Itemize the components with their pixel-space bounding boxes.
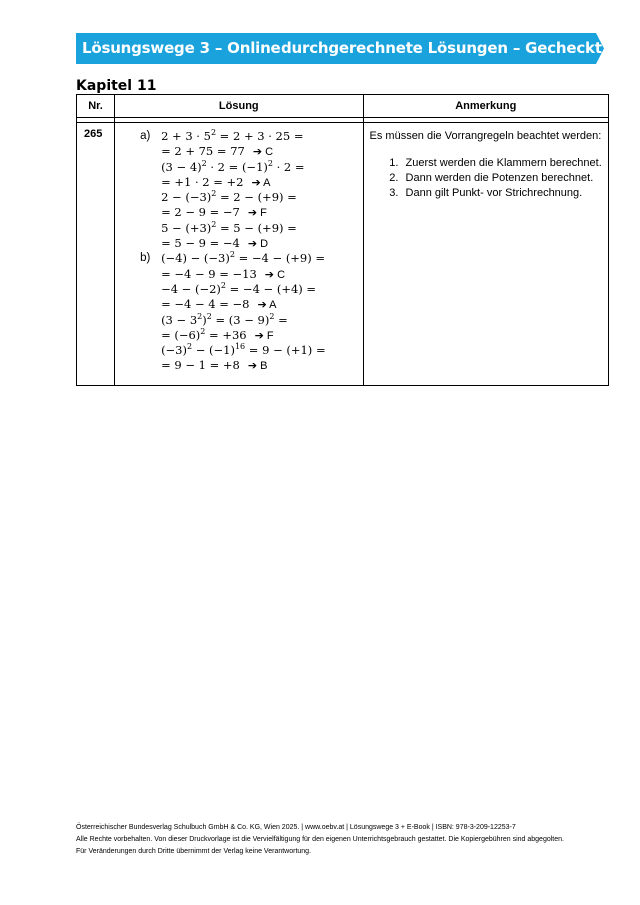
list-item: 2. Dann werden die Potenzen berechnet. <box>402 171 608 186</box>
math-expression: $(3 - 4)^2 \cdot 2 = (-1)^2 \cdot 2$ = <box>161 158 305 174</box>
solution-line <box>115 267 362 282</box>
solution-line <box>115 160 362 175</box>
solution-line <box>115 282 362 297</box>
solution-cell <box>115 123 363 386</box>
math-expression: $5 - (+3)^2 = 5 - (+9)$ = <box>161 219 297 235</box>
answer-letter: A <box>266 299 277 312</box>
chapter-heading: Kapitel 11 <box>76 78 157 94</box>
arrow-right-icon: ➔ <box>257 298 267 312</box>
math-expression: = 5 − 9 = −4 ➔ D <box>161 236 269 251</box>
solution-table <box>76 94 609 386</box>
arrow-right-icon: ➔ <box>251 175 261 189</box>
arrow-right-icon: ➔ <box>247 359 258 373</box>
table-row <box>77 123 609 386</box>
arrow-right-icon: ➔ <box>247 237 258 251</box>
arrow-right-icon: ➔ <box>254 328 264 342</box>
math-expression: $-4 - (-2)^2 = -4 - (+4)$ = <box>161 280 317 296</box>
header-nr: Nr. <box>77 95 115 118</box>
math-expression: = +1 · 2 = +2 ➔ A <box>161 174 271 189</box>
math-expression: = −4 − 9 = −13 ➔ C <box>161 266 286 281</box>
footer-disclaimer: Für Veränderungen durch Dritte übernimmt der Verlag keine Verantwortung. <box>76 848 312 855</box>
answer-letter: C <box>274 268 286 281</box>
remark-list <box>370 156 608 201</box>
solution-lines <box>115 123 362 374</box>
math-expression: $(3 - 3^2)^2 = (3 - 9)^2$ = <box>161 311 288 327</box>
arrow-right-icon: ➔ <box>252 145 263 159</box>
math-expression: $(-3)^2 - (-1)^{16} = 9 - (+1)$ = <box>161 342 326 358</box>
series-title: Lösungswege 3 – Online <box>82 39 281 57</box>
footer-rights: Alle Rechte vorbehalten. Von dieser Druckvorlage ist die Vervielfältigung für den eigenen Unterrichtsgebrauch gestattet. Die Kopiergebühren sind abgegolten. <box>76 836 564 843</box>
header-loesung: Lösung <box>115 95 363 118</box>
solution-line <box>115 175 362 190</box>
math-expression: $(-4) - (-3)^2 = -4 - (+9)$ = <box>161 250 326 266</box>
solution-line <box>115 358 362 373</box>
remark-intro: Es müssen die Vorrangregeln beachtet werden: <box>369 130 602 142</box>
solution-line <box>115 190 362 205</box>
solution-line <box>115 297 362 312</box>
table-header-row <box>77 95 609 118</box>
answer-letter: B <box>257 360 268 373</box>
answer-letter: F <box>257 207 267 220</box>
list-item: 3. Dann gilt Punkt- vor Strichrechnung. <box>402 186 608 201</box>
solution-line <box>115 343 362 358</box>
footer <box>76 822 564 858</box>
arrow-right-icon: ➔ <box>247 206 258 220</box>
math-expression: = 9 − 1 = +8 ➔ B <box>161 358 268 373</box>
answer-letter: A <box>260 176 271 189</box>
part-label: a) <box>140 130 151 142</box>
math-expression: $2 - (-3)^2 = 2 - (+9)$ = <box>161 189 297 205</box>
math-expression: $2 + 3 \cdot 5^2 = 2 + 3 \cdot 25$ = <box>161 128 304 143</box>
solution-line <box>115 251 362 266</box>
math-expression: = $(-6)^2 = +36$ ➔ F <box>161 326 274 342</box>
footer-publisher: Österreichischer Bundesverlag Schulbuch GmbH & Co. KG, Wien 2025. | www.oebv.at | Lösungswege 3 + E-Book | ISBN: 978-3-209-12253-7 <box>76 824 516 831</box>
solution-line <box>115 129 362 144</box>
math-expression: = −4 − 4 = −8 ➔ A <box>161 297 277 312</box>
solution-line <box>115 205 362 220</box>
exercise-number: 265 <box>77 123 115 386</box>
series-subtitle: durchgerechnete Lösungen – Gecheckt? <box>281 39 611 57</box>
answer-letter: F <box>263 329 274 342</box>
arrow-right-icon: ➔ <box>264 267 275 281</box>
math-expression: = 2 − 9 = −7 ➔ F <box>161 205 267 220</box>
solution-line <box>115 221 362 236</box>
list-item: 1. Zuerst werden die Klammern berechnet. <box>402 156 608 171</box>
answer-letter: C <box>262 146 274 159</box>
header-banner <box>76 33 611 64</box>
solution-line <box>115 144 362 159</box>
math-expression: = 2 + 75 = 77 ➔ C <box>161 144 274 159</box>
solution-line <box>115 313 362 328</box>
remark-cell <box>363 123 608 386</box>
part-label: b) <box>140 252 151 265</box>
header-anmerkung: Anmerkung <box>363 95 608 118</box>
solution-line <box>115 236 362 251</box>
solution-line <box>115 328 362 343</box>
answer-letter: D <box>257 238 269 251</box>
